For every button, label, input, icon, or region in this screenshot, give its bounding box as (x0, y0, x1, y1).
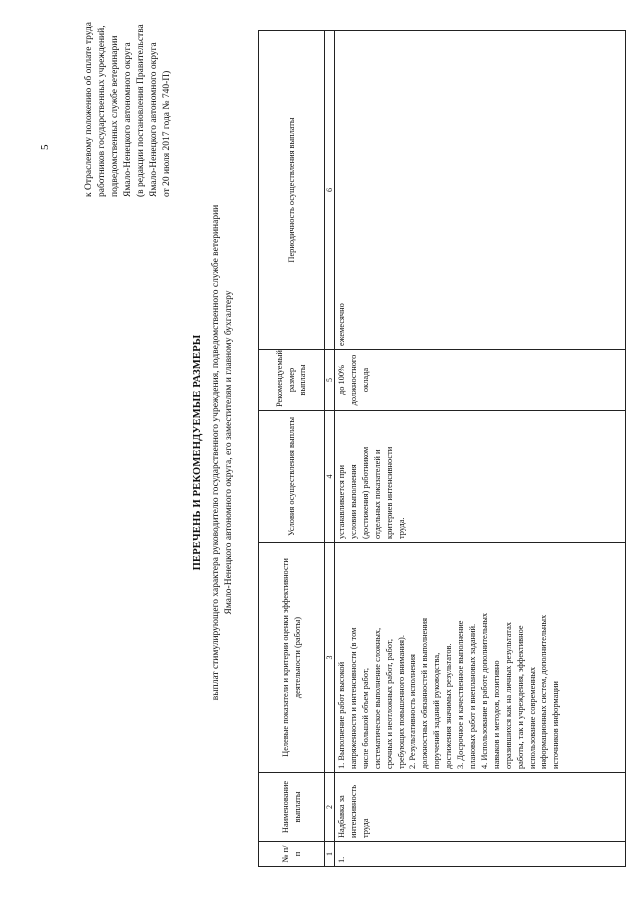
column-number-row (325, 31, 335, 867)
header-criteria: Целевые показатели и критерии оценки эффективности деятельности (работы) (259, 543, 325, 773)
payment-name-line: труда (360, 818, 370, 838)
criteria-line: требующих повышенного внимания). (396, 635, 406, 769)
conditions-line: устанавливается при (337, 465, 346, 539)
conditions-line: труда. (396, 517, 406, 539)
payments-table (258, 30, 626, 867)
criteria-line: работы, так и учреждения, эффективное (515, 625, 525, 769)
criteria-line: систематическое выполнение сложных, (372, 627, 382, 769)
annex-line: работников государственных учреждений, (97, 25, 107, 197)
annex-note (83, 7, 174, 197)
table-header-row (259, 31, 325, 867)
annex-line: подведомственных службе ветеринарии (110, 35, 120, 197)
annex-line: Ямало-Ненецкого автономного округа (123, 42, 133, 197)
recommended-line: оклада (360, 367, 370, 393)
criteria-line: использование современных (527, 666, 537, 769)
page-number: 5 (39, 144, 51, 150)
column-number: 2 (325, 773, 335, 842)
criteria-line: напряженности и интенсивности (в том (348, 627, 358, 769)
criteria-line: информационных систем, дополнительных (539, 614, 549, 769)
document-subtitle: выплат стимулирующего характера руководителю государственного учреждения, подведомственного службе ветеринарии (211, 204, 221, 701)
criteria-line: достижения значимых результатов. (444, 643, 454, 769)
table-row (335, 31, 626, 867)
column-number: 1 (325, 842, 335, 867)
payment-name-line: Надбавка за (337, 795, 346, 838)
header-periodicity: Периодичность осуществления выплаты (259, 31, 325, 350)
annex-line: (в редакции постановления Правительства (136, 24, 146, 197)
criteria-line: источников информации (551, 681, 561, 769)
column-number: 4 (325, 411, 335, 543)
conditions-line: (достижения) работником (360, 446, 370, 539)
periodicity-cell: ежемесячно (335, 31, 626, 350)
criteria-line: срочных и неотложных работ, работ, (384, 639, 394, 769)
document-subtitle: Ямало-Ненецкого автономного округа, его заместителям и главному бухгалтеру (224, 290, 234, 615)
criteria-line: навыков и методов, позитивно (491, 660, 501, 769)
payment-name (335, 773, 626, 842)
column-number: 6 (325, 31, 335, 350)
payment-name-line: интенсивность (348, 784, 358, 838)
recommended-line: должностного (348, 354, 358, 406)
recommended-cell (335, 350, 626, 411)
column-number: 5 (325, 350, 335, 411)
recommended-line: до 100% (337, 364, 346, 396)
conditions-line: условии выполнения (348, 464, 358, 539)
annex-line: к Отраслевому положению об оплате труда (84, 22, 94, 197)
criteria-line: 3. Досрочное и качественное выполнение (456, 620, 466, 769)
column-number: 3 (325, 543, 335, 773)
conditions-line: отдельных показателей и (372, 449, 382, 539)
criteria-line: должностных обязанностей и выполнения (420, 617, 430, 769)
criteria-cell (335, 543, 626, 773)
criteria-line: числе большой объем работ, (360, 668, 370, 769)
row-number: 1. (335, 842, 626, 867)
conditions-cell (335, 411, 626, 543)
criteria-line: 1. Выполнение работ высокой (337, 661, 346, 769)
criteria-line: поручений заданий руководства, (432, 652, 442, 769)
header-conditions: Условия осуществления выплаты (259, 411, 325, 543)
conditions-line: критериев интенсивности (384, 446, 394, 539)
criteria-line: отразившихся как на личных результатах (503, 622, 513, 769)
header-name: Наименование выплаты (259, 773, 325, 842)
criteria-line: 4. Использование в работе дополнительных (479, 612, 489, 769)
document-title: ПЕРЕЧЕНЬ И РЕКОМЕНДУЕМЫЕ РАЗМЕРЫ (192, 334, 203, 571)
header-recommended: Рекомендуемый размер выплаты (259, 350, 325, 411)
annex-line: от 20 июля 2017 года № 740-П) (162, 70, 172, 197)
annex-line: Ямало-Ненецкого автономного округа (149, 42, 159, 197)
criteria-line: 2. Результативность исполнения (408, 654, 418, 769)
criteria-line: плановых работ и внеплановых заданий. (467, 623, 477, 769)
header-number: № п/п (259, 842, 325, 867)
